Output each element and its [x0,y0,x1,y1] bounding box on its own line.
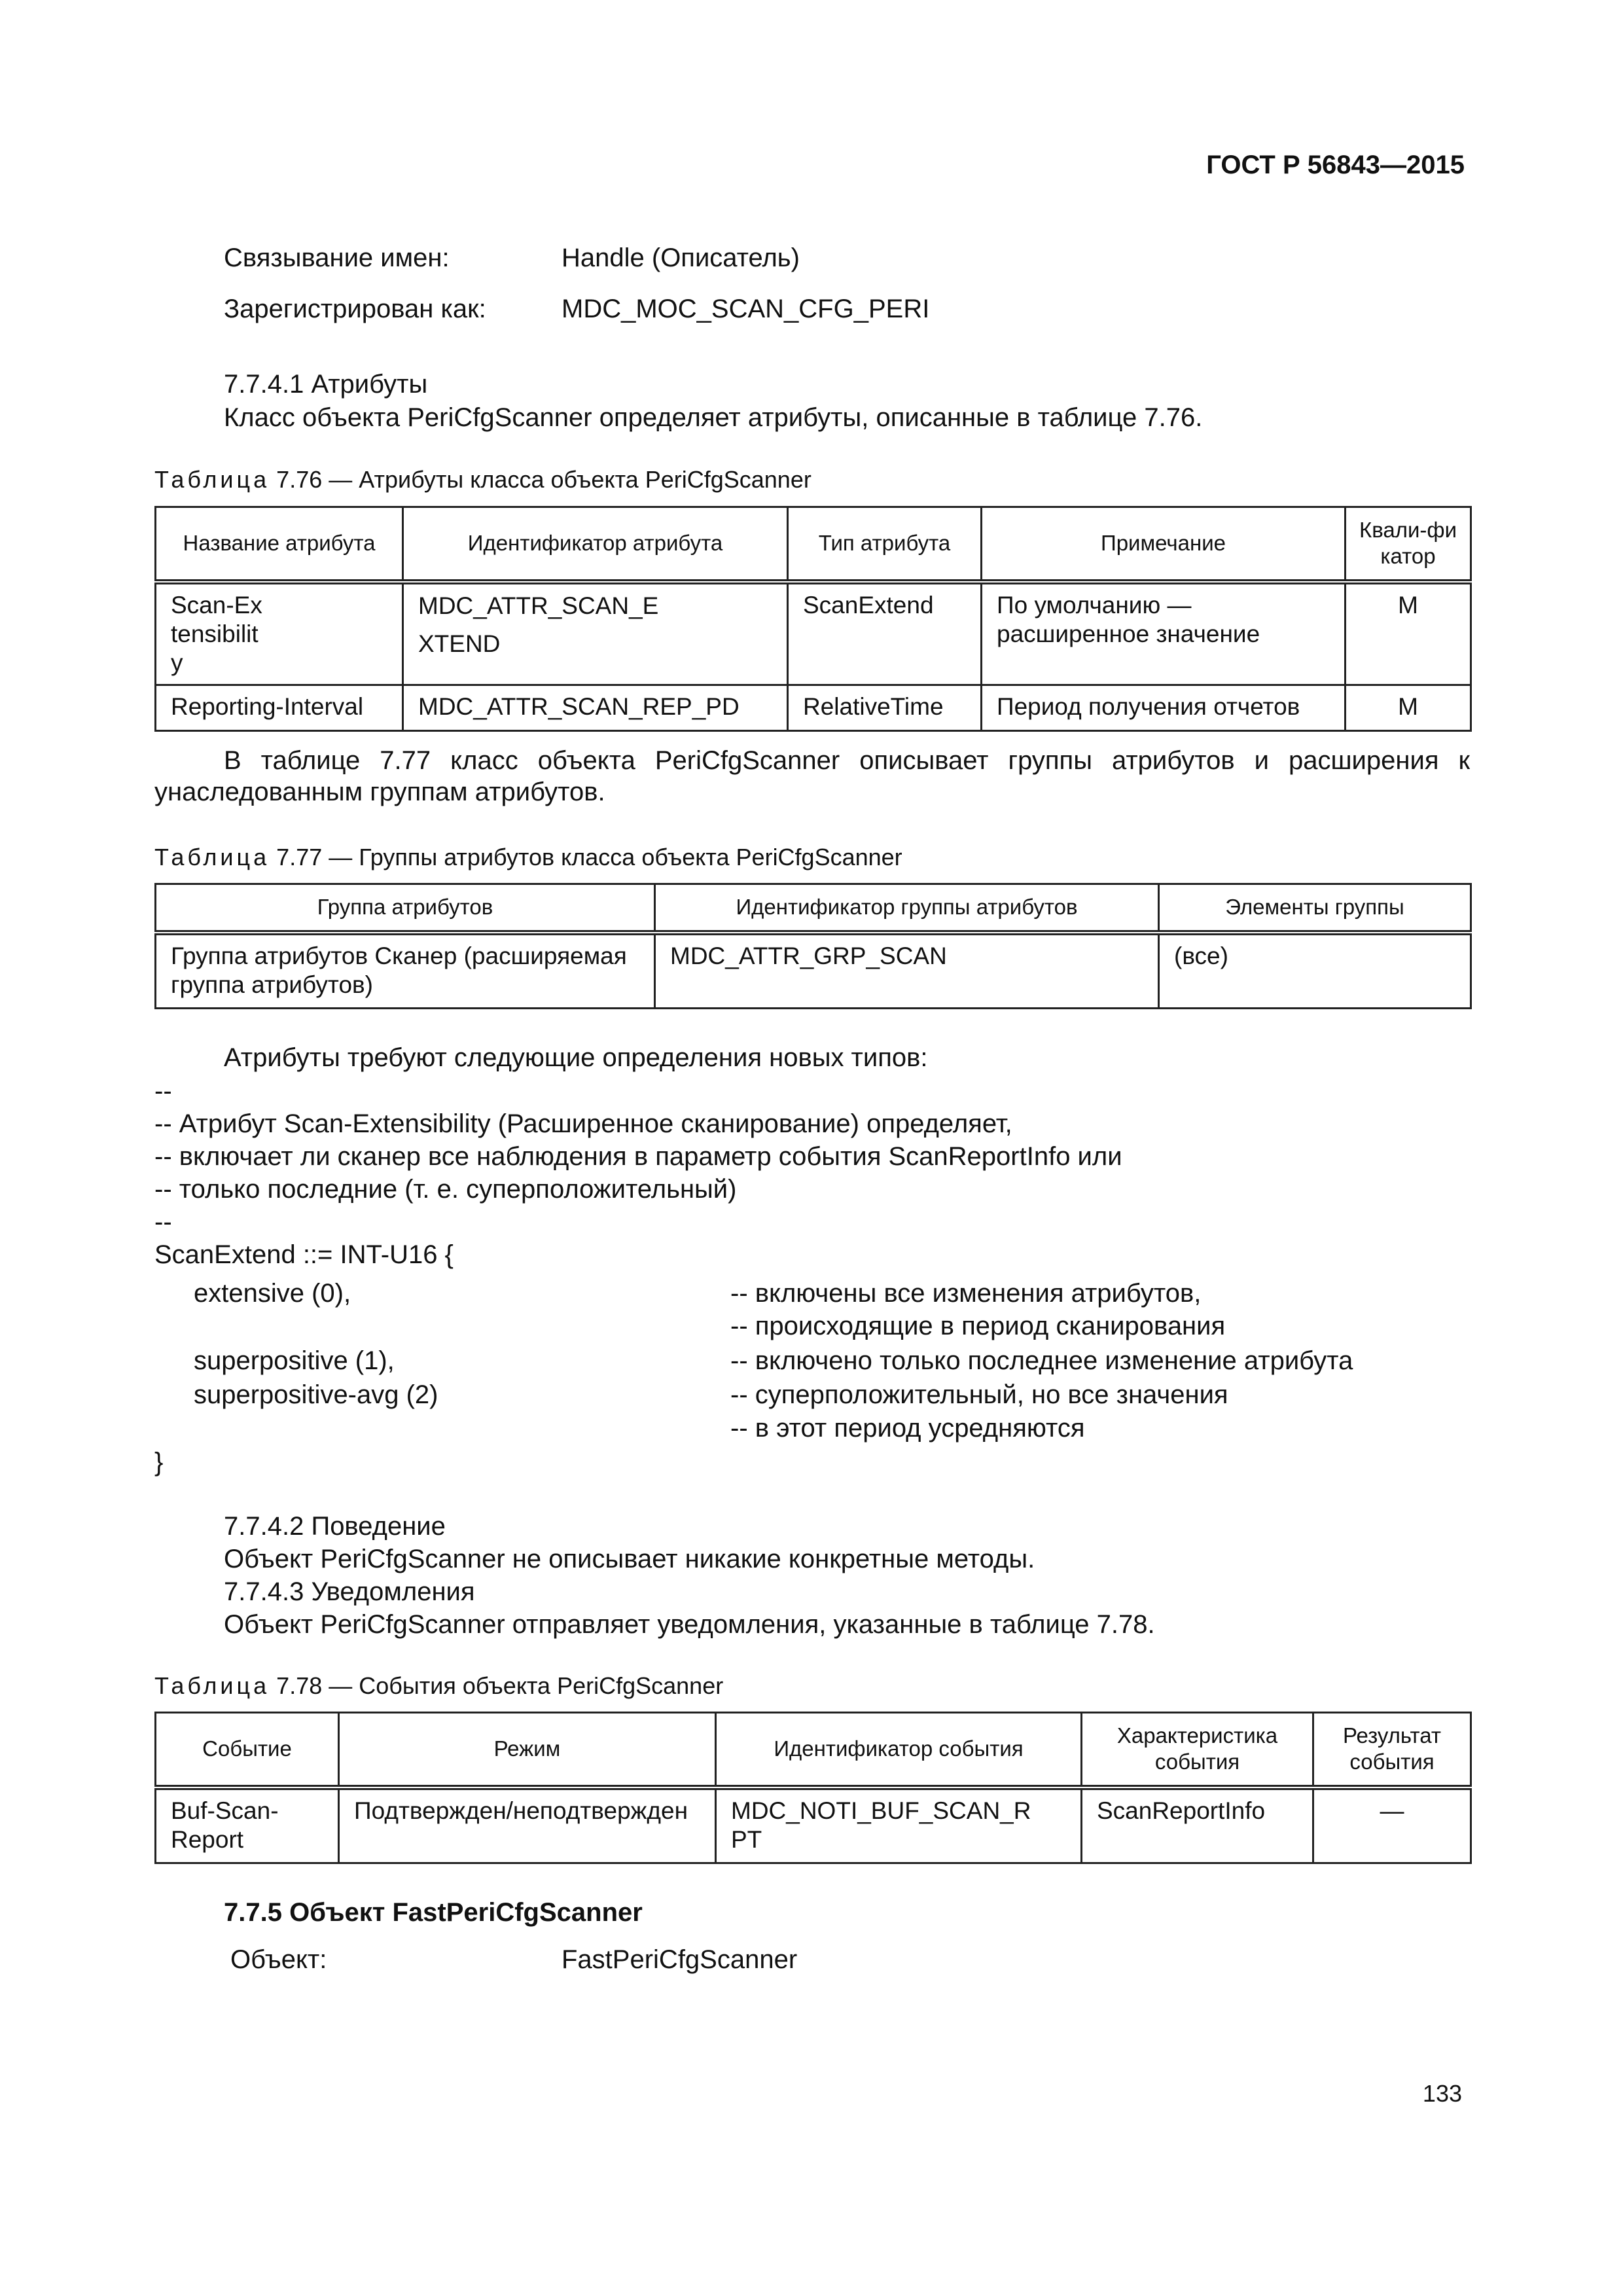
name-binding-label: Связывание имен: [224,243,450,272]
table-caption-word: Таблица [154,466,270,493]
table-7-77-caption [154,842,902,872]
table-caption-text: 7.76 — Атрибуты класса объекта PeriCfgScanner [276,466,812,493]
asn-comment-line: -- [154,1208,172,1236]
asn-comment-line: -- только последние (т. е. суперположительный) [154,1175,737,1204]
column-header: Идентификатор атрибута [403,507,788,582]
table-caption-text: 7.77 — Группы атрибутов класса объекта PeriCfgScanner [276,844,902,870]
section-heading-fast-peri-cfg-scanner: 7.7.5 Объект FastPeriCfgScanner [224,1898,643,1927]
table-caption-word: Таблица [154,1672,270,1699]
table-caption-text: 7.78 — События объекта PeriCfgScanner [276,1672,724,1699]
cell-text: MDC_ATTR_SCAN_EXTEND [418,592,659,657]
asn-enum-comment: -- включено только последнее изменение атрибута [730,1346,1353,1375]
asn-enum-item: superpositive (1), [194,1346,395,1375]
page-number: 133 [1422,2080,1462,2107]
table-7-76 [154,506,1472,732]
table-header-row [156,507,1471,582]
column-header: Идентификатор события [716,1713,1082,1787]
column-header: Режим [339,1713,716,1787]
name-binding-value: Handle (Описатель) [562,243,800,272]
table-cell [156,1787,339,1863]
column-header: Элементы группы [1159,884,1471,933]
column-header: Идентификатор группы атрибутов [655,884,1159,933]
table-cell: MDC_ATTR_GRP_SCAN [655,933,1159,1009]
asn-closing-brace: } [154,1448,164,1477]
object-label: Объект: [230,1945,327,1974]
section-heading-behavior: 7.7.4.2 Поведение [224,1512,446,1541]
document-code: ГОСТ Р 56843—2015 [1206,151,1465,179]
cell-text: Buf-Scan-Report [171,1797,279,1853]
types-intro: Атрибуты требуют следующие определения новых типов: [224,1043,928,1072]
column-header: Примечание [982,507,1346,582]
asn-comment-line: -- включает ли сканер все наблюдения в параметр события ScanReportInfo или [154,1142,1122,1171]
registered-as-label: Зарегистрирован как: [224,295,486,323]
table-7-77 [154,883,1472,1009]
section-heading-notifications: 7.7.4.3 Уведомления [224,1577,475,1606]
table-cell: (все) [1159,933,1471,1009]
table-cell: Reporting-Interval [156,685,403,730]
column-header: Характеристика события [1082,1713,1313,1787]
table-7-78 [154,1712,1472,1864]
table-cell: По умолчанию — расширенное значение [982,582,1346,685]
section-text-behavior: Объект PeriCfgScanner не описывает никакие конкретные методы. [224,1545,1035,1573]
cell-text: MDC_NOTI_BUF_SCAN_RPT [731,1797,1031,1853]
asn-enum-item: extensive (0), [194,1279,351,1308]
asn-enum-item: superpositive-avg (2) [194,1380,438,1409]
table-cell: Подтвержден/неподтвержден [339,1787,716,1863]
column-header: Событие [156,1713,339,1787]
column-header: Результат события [1313,1713,1471,1787]
table-cell: ScanExtend [788,582,982,685]
registered-as-value: MDC_MOC_SCAN_CFG_PERI [562,295,930,323]
table-cell [716,1787,1082,1863]
section-heading-attributes: 7.7.4.1 Атрибуты [224,370,428,399]
column-header: Группа атрибутов [156,884,655,933]
asn-comment-line: -- [154,1077,172,1105]
section-text-notifications: Объект PeriCfgScanner отправляет уведомления, указанные в таблице 7.78. [224,1610,1155,1639]
object-value: FastPeriCfgScanner [562,1945,798,1974]
table-row [156,582,1471,685]
asn-type-declaration: ScanExtend ::= INT-U16 { [154,1240,454,1269]
table-7-78-caption [154,1671,723,1701]
table-cell: M [1346,685,1471,730]
cell-text: Scan-Extensibility [171,591,262,676]
table-cell [156,582,403,685]
table-cell: ScanReportInfo [1082,1787,1313,1863]
table-header-row [156,884,1471,933]
table-header-row [156,1713,1471,1787]
table-cell: — [1313,1787,1471,1863]
table-row [156,933,1471,1009]
column-header: Название атрибута [156,507,403,582]
table-row [156,1787,1471,1863]
column-header: Тип атрибута [788,507,982,582]
asn-enum-comment: -- включены все изменения атрибутов, [730,1279,1202,1308]
section-text-attributes: Класс объекта PeriCfgScanner определяет атрибуты, описанные в таблице 7.76. [224,403,1203,432]
paragraph-table-7-77-intro: В таблице 7.77 класс объекта PeriCfgScanner описывает группы атрибутов и расширения к унаследованным группам атрибутов. [154,746,1470,806]
asn-enum-comment: -- происходящие в период сканирования [730,1312,1226,1340]
column-header: Квали-фикатор [1346,507,1471,582]
table-cell: MDC_ATTR_SCAN_REP_PD [403,685,788,730]
table-cell: RelativeTime [788,685,982,730]
table-caption-word: Таблица [154,844,270,870]
asn-comment-line: -- Атрибут Scan-Extensibility (Расширенное сканирование) определяет, [154,1109,1012,1138]
asn-enum-comment: -- суперположительный, но все значения [730,1380,1228,1409]
table-row [156,685,1471,730]
table-7-76-caption [154,465,812,495]
table-cell: Группа атрибутов Сканер (расширяемая группа атрибутов) [156,933,655,1009]
table-cell [403,582,788,685]
table-cell: Период получения отчетов [982,685,1346,730]
table-cell: M [1346,582,1471,685]
asn-enum-comment: -- в этот период усредняются [730,1414,1085,1443]
